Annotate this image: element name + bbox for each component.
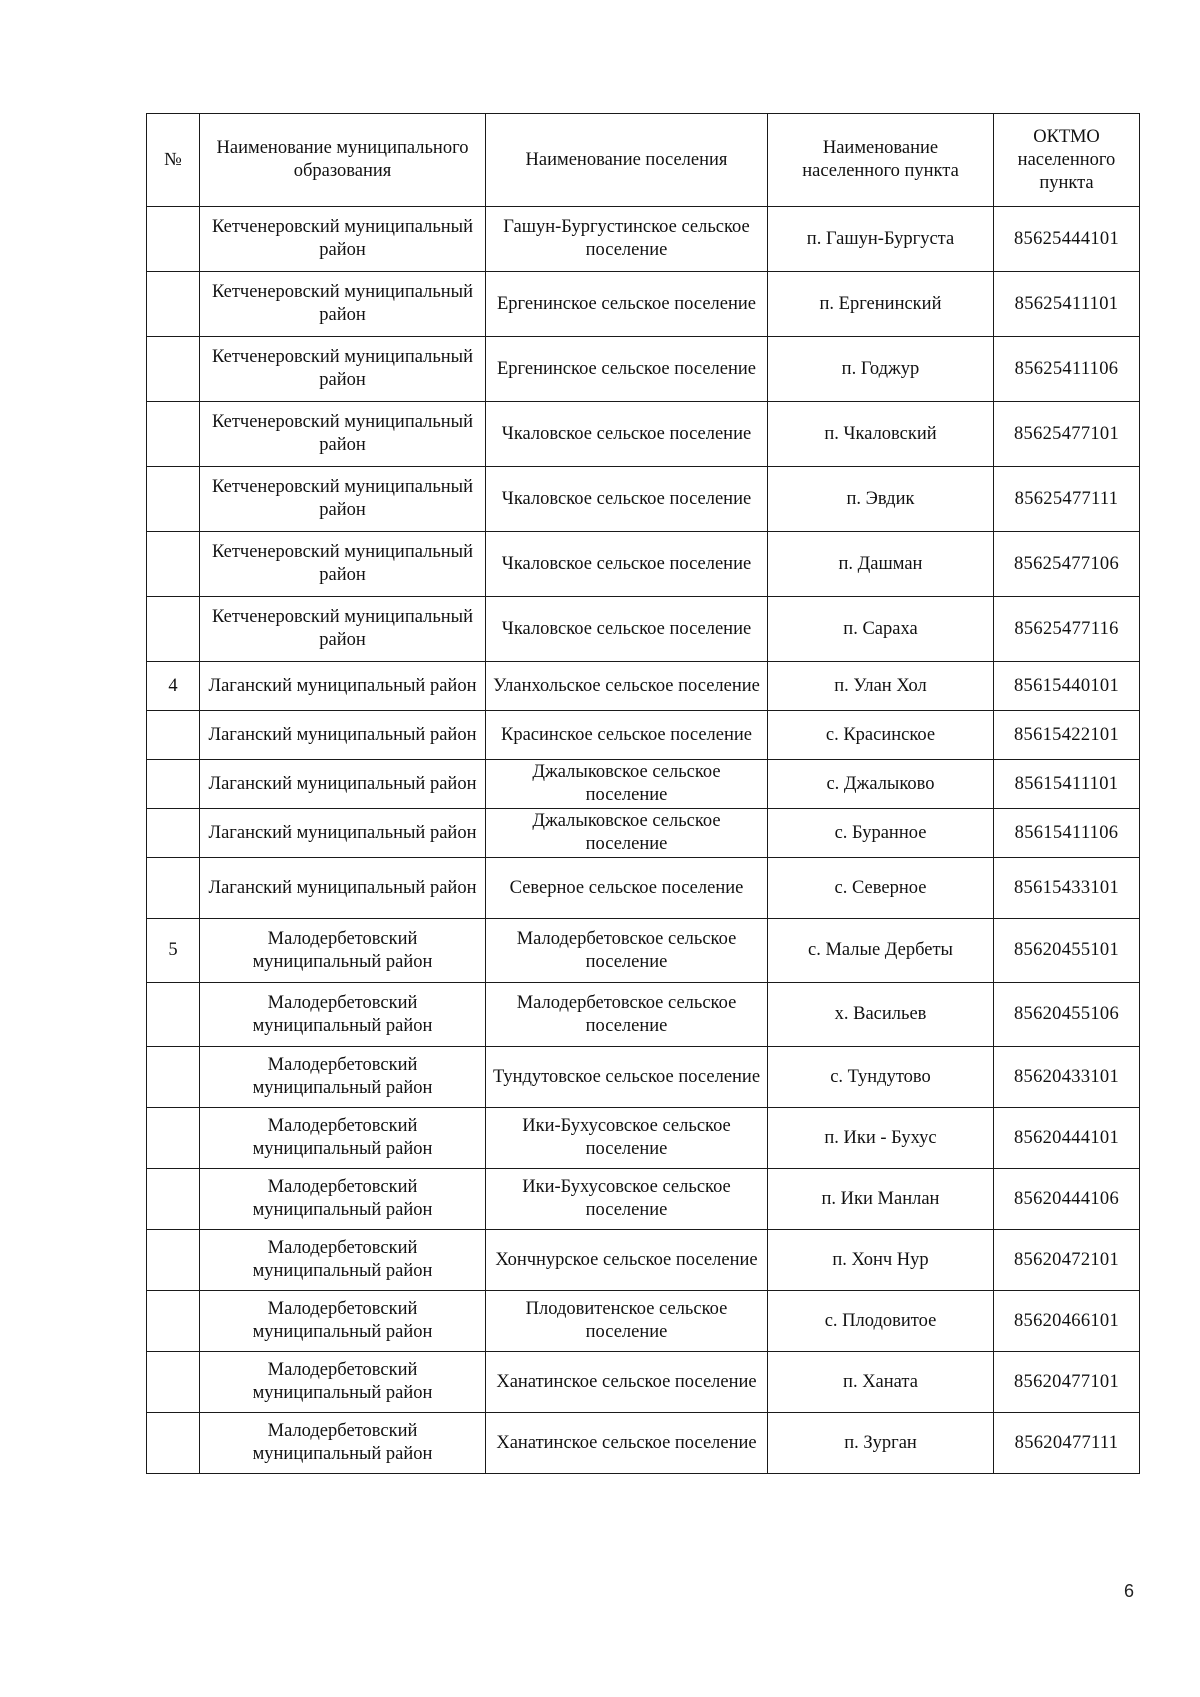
cell-settlement: Плодовитенское сельское поселение (486, 1291, 768, 1352)
cell-oktmo: 85620477101 (994, 1352, 1140, 1413)
cell-oktmo: 85625411101 (994, 272, 1140, 337)
table-row (147, 597, 1140, 662)
cell-number (147, 809, 200, 858)
cell-locality: п. Чкаловский (768, 402, 994, 467)
table-row (147, 1230, 1140, 1291)
cell-number (147, 760, 200, 809)
cell-municipality: Малодербетовский муниципальный район (200, 983, 486, 1047)
cell-oktmo: 85620444106 (994, 1169, 1140, 1230)
cell-oktmo: 85615411101 (994, 760, 1140, 809)
cell-oktmo: 85625477116 (994, 597, 1140, 662)
cell-settlement: Красинское сельское поселение (486, 711, 768, 760)
table-row (147, 858, 1140, 919)
cell-oktmo: 85620455106 (994, 983, 1140, 1047)
cell-oktmo: 85620472101 (994, 1230, 1140, 1291)
cell-municipality: Малодербетовский муниципальный район (200, 919, 486, 983)
table-row (147, 272, 1140, 337)
cell-locality: с. Красинское (768, 711, 994, 760)
cell-settlement: Малодербетовское сельское поселение (486, 919, 768, 983)
cell-oktmo: 85615422101 (994, 711, 1140, 760)
cell-number (147, 1169, 200, 1230)
cell-municipality: Лаганский муниципальный район (200, 809, 486, 858)
cell-municipality: Малодербетовский муниципальный район (200, 1291, 486, 1352)
header-locality: Наименование населенного пункта (768, 114, 994, 207)
table-row (147, 1108, 1140, 1169)
cell-oktmo: 85625477106 (994, 532, 1140, 597)
cell-number (147, 337, 200, 402)
cell-municipality: Лаганский муниципальный район (200, 858, 486, 919)
cell-oktmo: 85615411106 (994, 809, 1140, 858)
cell-number: 5 (147, 919, 200, 983)
cell-locality: п. Ики Манлан (768, 1169, 994, 1230)
cell-settlement: Чкаловское сельское поселение (486, 597, 768, 662)
cell-locality: п. Годжур (768, 337, 994, 402)
cell-locality: п. Гашун-Бургуста (768, 207, 994, 272)
cell-municipality: Лаганский муниципальный район (200, 662, 486, 711)
cell-municipality: Кетченеровский муниципальный район (200, 467, 486, 532)
cell-municipality: Малодербетовский муниципальный район (200, 1413, 486, 1474)
cell-settlement: Ики-Бухусовское сельское поселение (486, 1169, 768, 1230)
cell-number (147, 272, 200, 337)
cell-municipality: Кетченеровский муниципальный район (200, 272, 486, 337)
cell-municipality: Малодербетовский муниципальный район (200, 1169, 486, 1230)
cell-settlement: Чкаловское сельское поселение (486, 402, 768, 467)
cell-settlement: Тундутовское сельское поселение (486, 1047, 768, 1108)
cell-locality: п. Эвдик (768, 467, 994, 532)
cell-number (147, 402, 200, 467)
cell-settlement: Ханатинское сельское поселение (486, 1413, 768, 1474)
cell-settlement: Чкаловское сельское поселение (486, 467, 768, 532)
cell-municipality: Малодербетовский муниципальный район (200, 1352, 486, 1413)
table-row (147, 1169, 1140, 1230)
table-row (147, 337, 1140, 402)
table-header-row (147, 114, 1140, 207)
cell-number (147, 1108, 200, 1169)
cell-number (147, 1413, 200, 1474)
cell-settlement: Северное сельское поселение (486, 858, 768, 919)
cell-number (147, 1230, 200, 1291)
cell-number (147, 207, 200, 272)
table-row (147, 1047, 1140, 1108)
cell-municipality: Кетченеровский муниципальный район (200, 337, 486, 402)
header-settlement: Наименование поселения (486, 114, 768, 207)
cell-oktmo: 85620444101 (994, 1108, 1140, 1169)
cell-settlement: Гашун-Бургустинское сельское поселение (486, 207, 768, 272)
cell-number: 4 (147, 662, 200, 711)
cell-settlement: Уланхольское сельское поселение (486, 662, 768, 711)
cell-locality: с. Плодовитое (768, 1291, 994, 1352)
cell-oktmo: 85625477111 (994, 467, 1140, 532)
cell-oktmo: 85625477101 (994, 402, 1140, 467)
table-row (147, 711, 1140, 760)
cell-number (147, 532, 200, 597)
cell-municipality: Лаганский муниципальный район (200, 760, 486, 809)
cell-number (147, 467, 200, 532)
cell-locality: п. Улан Хол (768, 662, 994, 711)
cell-settlement: Ергенинское сельское поселение (486, 272, 768, 337)
header-oktmo: ОКТМО населенного пункта (994, 114, 1140, 207)
cell-oktmo: 85615440101 (994, 662, 1140, 711)
table-row (147, 919, 1140, 983)
cell-municipality: Малодербетовский муниципальный район (200, 1047, 486, 1108)
table-row (147, 983, 1140, 1047)
header-number: № (147, 114, 200, 207)
cell-locality: с. Тундутово (768, 1047, 994, 1108)
cell-number (147, 858, 200, 919)
cell-locality: п. Ергенинский (768, 272, 994, 337)
cell-locality: х. Васильев (768, 983, 994, 1047)
cell-settlement: Малодербетовское сельское поселение (486, 983, 768, 1047)
table-row (147, 809, 1140, 858)
cell-oktmo: 85620455101 (994, 919, 1140, 983)
cell-municipality: Кетченеровский муниципальный район (200, 532, 486, 597)
table-row (147, 1352, 1140, 1413)
header-municipality: Наименование муниципального образования (200, 114, 486, 207)
table-row (147, 662, 1140, 711)
cell-locality: с. Северное (768, 858, 994, 919)
cell-locality: п. Ики - Бухус (768, 1108, 994, 1169)
cell-number (147, 1352, 200, 1413)
cell-oktmo: 85625411106 (994, 337, 1140, 402)
cell-oktmo: 85620466101 (994, 1291, 1140, 1352)
cell-settlement: Чкаловское сельское поселение (486, 532, 768, 597)
cell-locality: п. Зурган (768, 1413, 994, 1474)
settlements-table (146, 113, 1140, 1474)
cell-number (147, 1291, 200, 1352)
cell-municipality: Малодербетовский муниципальный район (200, 1108, 486, 1169)
cell-municipality: Кетченеровский муниципальный район (200, 207, 486, 272)
cell-number (147, 597, 200, 662)
cell-oktmo: 85620433101 (994, 1047, 1140, 1108)
cell-municipality: Лаганский муниципальный район (200, 711, 486, 760)
cell-number (147, 983, 200, 1047)
cell-settlement: Джалыковское сельское поселение (486, 809, 768, 858)
cell-settlement: Хончнурское сельское поселение (486, 1230, 768, 1291)
table-row (147, 1291, 1140, 1352)
cell-oktmo: 85615433101 (994, 858, 1140, 919)
table-row (147, 532, 1140, 597)
cell-locality: с. Джалыково (768, 760, 994, 809)
table-row (147, 207, 1140, 272)
cell-municipality: Малодербетовский муниципальный район (200, 1230, 486, 1291)
cell-locality: п. Ханата (768, 1352, 994, 1413)
cell-locality: п. Сараха (768, 597, 994, 662)
cell-number (147, 1047, 200, 1108)
cell-settlement: Ики-Бухусовское сельское поселение (486, 1108, 768, 1169)
cell-locality: п. Хонч Нур (768, 1230, 994, 1291)
cell-number (147, 711, 200, 760)
table-row (147, 467, 1140, 532)
table-row (147, 402, 1140, 467)
cell-locality: с. Малые Дербеты (768, 919, 994, 983)
page-number: 6 (1123, 1581, 1134, 1601)
cell-oktmo: 85620477111 (994, 1413, 1140, 1474)
cell-locality: п. Дашман (768, 532, 994, 597)
cell-settlement: Ергенинское сельское поселение (486, 337, 768, 402)
cell-settlement: Джалыковское сельское поселение (486, 760, 768, 809)
cell-municipality: Кетченеровский муниципальный район (200, 597, 486, 662)
cell-oktmo: 85625444101 (994, 207, 1140, 272)
table-row (147, 760, 1140, 809)
cell-municipality: Кетченеровский муниципальный район (200, 402, 486, 467)
table-row (147, 1413, 1140, 1474)
cell-settlement: Ханатинское сельское поселение (486, 1352, 768, 1413)
cell-locality: с. Буранное (768, 809, 994, 858)
